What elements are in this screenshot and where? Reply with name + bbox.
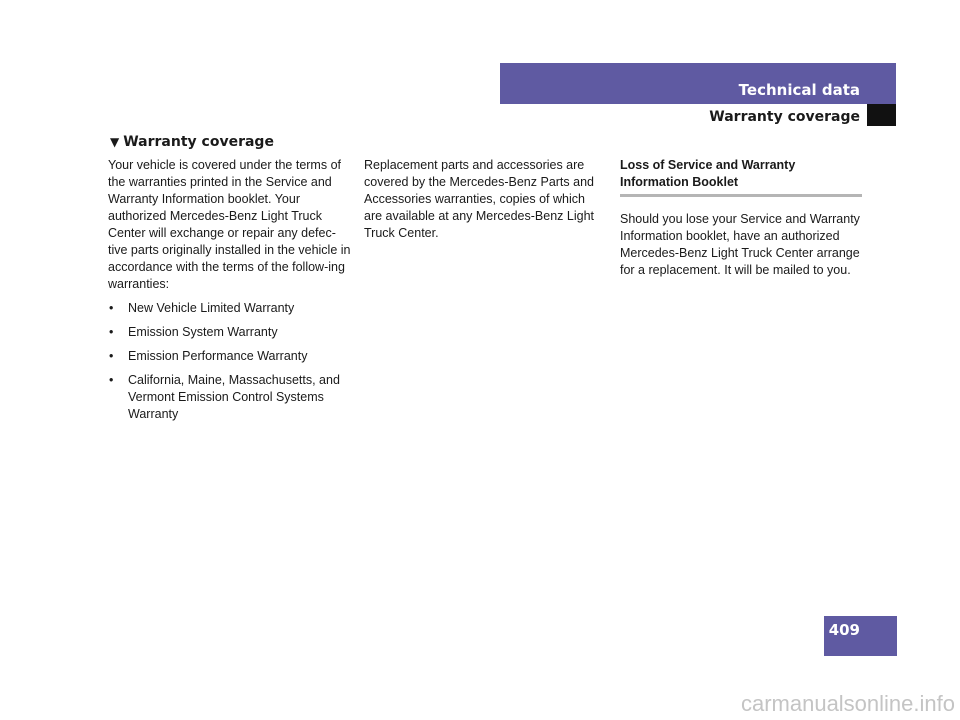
- bullet-dot-icon: •: [109, 325, 114, 339]
- column-2: [364, 157, 604, 242]
- bullet-dot-icon: •: [109, 301, 114, 315]
- column-1: [108, 157, 353, 430]
- list-item-text: Emission System Warranty: [128, 325, 278, 339]
- section-heading-text: Warranty coverage: [123, 134, 274, 150]
- list-item-text: Emission Performance Warranty: [128, 349, 308, 363]
- list-item-text: New Vehicle Limited Warranty: [128, 301, 295, 315]
- warranty-list: [108, 300, 353, 423]
- page-number: 409: [824, 616, 897, 656]
- chapter-header-band: [500, 63, 896, 104]
- list-item: [108, 348, 353, 365]
- column-3: [620, 157, 862, 279]
- section-header-title: Warranty coverage: [709, 109, 860, 125]
- watermark-text: carmanualsonline.info: [740, 691, 955, 716]
- parts-paragraph: Replacement parts and accessories are covered by the Mercedes-Benz Parts and Accessories warranties, copies of which are available at any Mercedes-Benz Light Truck Center.: [364, 158, 594, 240]
- chapter-title: Technical data: [738, 81, 860, 99]
- list-item: [108, 324, 353, 341]
- list-item: [108, 372, 353, 423]
- bullet-dot-icon: •: [109, 373, 114, 387]
- triangle-down-icon: ▼: [110, 135, 120, 149]
- loss-booklet-heading: Loss of Service and Warranty Information Booklet: [620, 157, 862, 197]
- bullet-dot-icon: •: [109, 349, 114, 363]
- header-marker-block: [867, 104, 896, 126]
- intro-paragraph: Your vehicle is covered under the terms of the warranties printed in the Service and Warranty Information booklet. Your authorized Mercedes-Benz Light Truck Center will exchange or repair any defec-tive parts originally installed in the vehicle in accordance with the terms of the follow-ing warranties:: [108, 158, 351, 291]
- list-item-text: California, Maine, Massachusetts, and Vermont Emission Control Systems Warranty: [128, 373, 340, 421]
- section-heading: [110, 132, 370, 152]
- list-item: [108, 300, 353, 317]
- loss-booklet-paragraph: Should you lose your Service and Warranty Information booklet, have an authorized Mercedes-Benz Light Truck Center arrange for a replacement. It will be mailed to you.: [620, 212, 860, 277]
